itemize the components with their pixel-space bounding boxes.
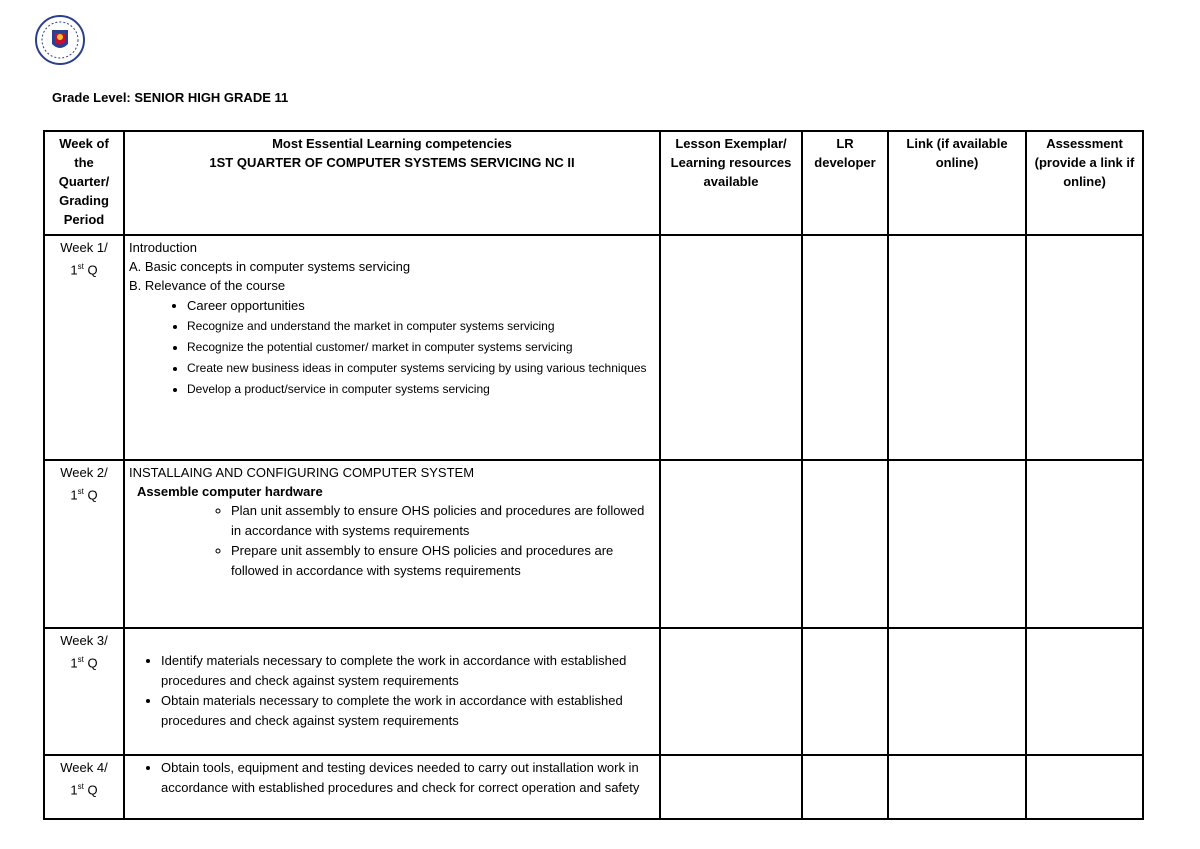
week-cell — [44, 235, 124, 460]
list-item: • Career opportunities — [187, 295, 655, 316]
assessment-cell — [1026, 628, 1143, 755]
table-row — [44, 235, 1143, 460]
competency-cell — [124, 755, 660, 819]
header-week: Week of the Quarter/ Grading Period — [44, 131, 124, 235]
curriculum-table — [43, 130, 1144, 820]
section-heading: INSTALLAING AND CONFIGURING COMPUTER SYSTEM — [129, 465, 475, 480]
lesson-cell — [660, 235, 802, 460]
list-item: ◦ Plan unit assembly to ensure OHS policies and procedures are followed in accordance with systems requirements — [231, 501, 655, 541]
list-item: • Recognize and understand the market in computer systems servicing — [187, 316, 655, 337]
lr-cell — [802, 460, 888, 628]
list-item: • Develop a product/service in computer systems servicing — [187, 379, 655, 400]
quarter-label: 1st Q — [70, 487, 98, 503]
table-row — [44, 628, 1143, 755]
quarter-label: 1st Q — [70, 782, 98, 798]
grade-level: Grade Level: SENIOR HIGH GRADE 11 — [52, 90, 289, 105]
assembly-list — [129, 501, 655, 581]
lesson-cell — [660, 755, 802, 819]
header-link: Link (if available online) — [888, 131, 1026, 235]
header-lr-developer: LR developer — [802, 131, 888, 235]
intro-text: Introduction — [129, 240, 197, 255]
lr-cell — [802, 628, 888, 755]
list-item: • Recognize the potential customer/ market in computer systems servicing — [187, 337, 655, 358]
link-cell — [888, 755, 1026, 819]
week-cell — [44, 755, 124, 819]
tools-list — [129, 758, 655, 798]
assessment-cell — [1026, 755, 1143, 819]
competency-cell — [124, 628, 660, 755]
header-competency-sub: 1ST QUARTER OF COMPUTER SYSTEMS SERVICING NC II — [209, 155, 575, 170]
materials-list — [129, 651, 655, 731]
link-cell — [888, 460, 1026, 628]
link-cell — [888, 628, 1026, 755]
week-label: Week 2/ — [60, 465, 108, 480]
quarter-label: 1st Q — [70, 655, 98, 671]
lesson-cell — [660, 460, 802, 628]
table-header-row — [44, 131, 1143, 235]
lr-cell — [802, 235, 888, 460]
concept-b: B. Relevance of the course — [129, 278, 286, 293]
list-item: ◦ Prepare unit assembly to ensure OHS policies and procedures are followed in accordance with systems requirements — [231, 541, 655, 581]
week-cell — [44, 460, 124, 628]
header-competencies — [124, 131, 660, 235]
relevance-list — [129, 295, 655, 400]
section-subheading: Assemble computer hardware — [137, 484, 323, 499]
lesson-cell — [660, 628, 802, 755]
week-label: Week 3/ — [60, 633, 108, 648]
assessment-cell — [1026, 460, 1143, 628]
week-cell — [44, 628, 124, 755]
link-cell — [888, 235, 1026, 460]
lr-cell — [802, 755, 888, 819]
list-item: • Obtain tools, equipment and testing devices needed to carry out installation work in accordance with established procedures and check for correct operation and safety — [161, 758, 655, 798]
table-row — [44, 460, 1143, 628]
week-label: Week 1/ — [60, 240, 108, 255]
header-competency-title: Most Essential Learning competencies — [272, 136, 512, 151]
concept-a: A. Basic concepts in computer systems servicing — [129, 259, 411, 274]
competency-cell — [124, 460, 660, 628]
table-row — [44, 755, 1143, 819]
competency-cell — [124, 235, 660, 460]
deped-seal-icon — [34, 14, 86, 66]
header-assessment: Assessment (provide a link if online) — [1026, 131, 1143, 235]
list-item: • Create new business ideas in computer systems servicing by using various techniques — [187, 358, 655, 379]
quarter-label: 1st Q — [70, 262, 98, 278]
list-item: • Obtain materials necessary to complete the work in accordance with established procedures and check against system requirements — [161, 691, 655, 731]
assessment-cell — [1026, 235, 1143, 460]
week-label: Week 4/ — [60, 760, 108, 775]
header-lesson: Lesson Exemplar/ Learning resources available — [660, 131, 802, 235]
list-item: • Identify materials necessary to complete the work in accordance with established procedures and check against system requirements — [161, 651, 655, 691]
